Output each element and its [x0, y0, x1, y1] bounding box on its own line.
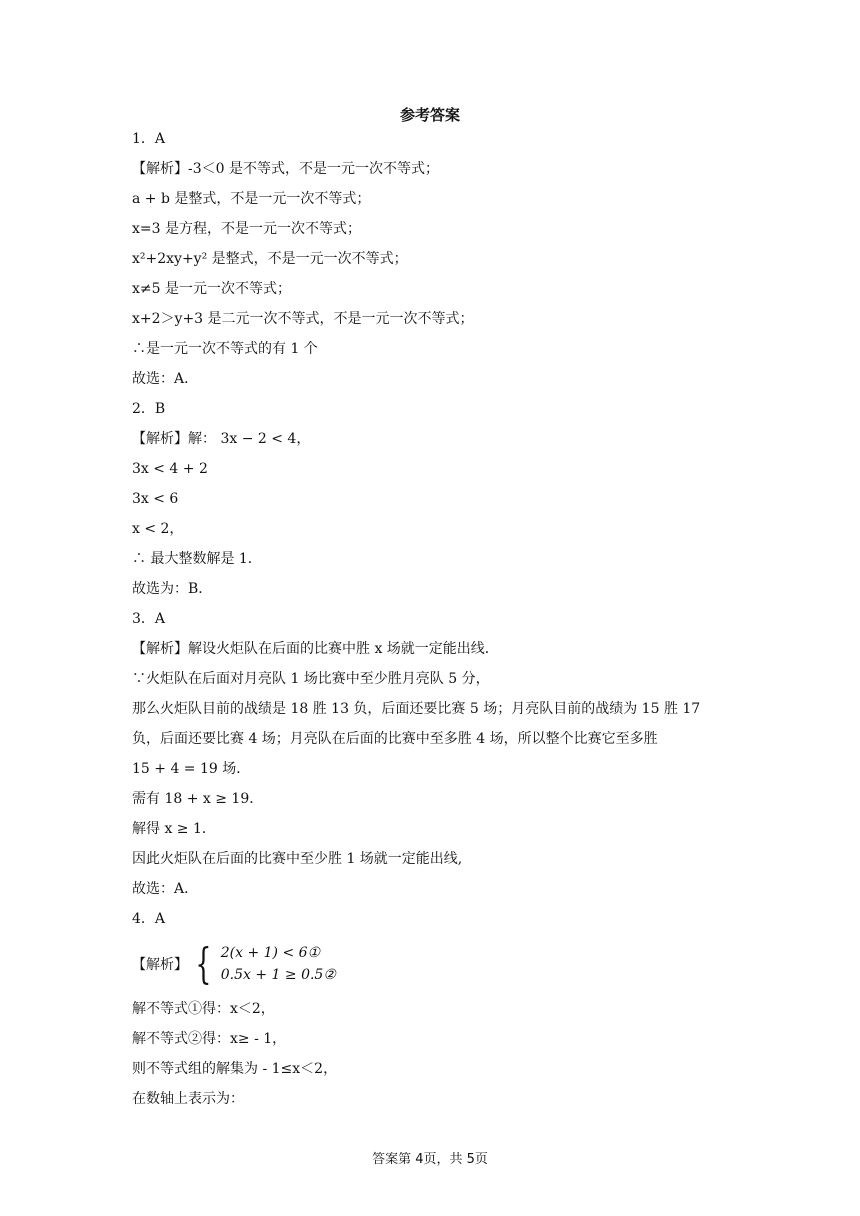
q3-line: 需有 18 + x ≥ 19．	[132, 791, 264, 807]
q3-head: 3．A	[132, 611, 166, 627]
q1-line: 故选：A．	[132, 371, 199, 387]
page-footer: 答案第 4页，共 5页	[372, 1152, 488, 1167]
inequality-1: 2(x + 1) < 6①	[220, 945, 321, 961]
q3-line: 因此火炬队在后面的比赛中至少胜 1 场就一定能出线,	[132, 851, 463, 867]
q4-line: 解不等式①得：x＜2，	[132, 1001, 275, 1017]
q1-line: x≠5 是一元一次不等式；	[132, 281, 291, 297]
q2-line: 3x < 6	[132, 491, 179, 507]
q1-line: x=3 是方程，不是一元一次不等式；	[132, 221, 361, 237]
q4-line: 在数轴上表示为：	[132, 1091, 244, 1107]
q4-head: 4．A	[132, 911, 166, 927]
q3-line: 故选：A．	[132, 881, 199, 897]
q1-head: 1．A	[132, 131, 166, 147]
left-brace-icon: {	[195, 939, 212, 988]
inequality-2: 0.5x + 1 ≥ 0.5②	[220, 967, 336, 983]
q1-line: a + b 是整式，不是一元一次不等式；	[132, 191, 371, 207]
q3-paragraph: 那么火炬队目前的战绩是 18 胜 13 负，后面还要比赛 5 场；月亮队目前的战绩为 15 胜 17 负，后面还要比赛 4 场；月亮队在后面的比赛中至多胜 4 场，所以整个比赛它至多胜	[132, 701, 701, 747]
q3-line: ∵火炬队在后面对月亮队 1 场比赛中至少胜月亮队 5 分，	[132, 671, 490, 687]
q2-head: 2．B	[132, 401, 166, 417]
inequality-system	[132, 936, 732, 992]
q4-line: 则不等式组的解集为 - 1≤x＜2，	[132, 1061, 338, 1077]
q2-line: 3x < 4 + 2	[132, 461, 208, 477]
equation-stack	[221, 942, 336, 986]
q1-line: x+2＞y+3 是二元一次不等式，不是一元一次不等式；	[132, 311, 474, 327]
q4-line: 解不等式②得：x≥ - 1，	[132, 1031, 287, 1047]
page-title: 参考答案	[399, 106, 460, 124]
answer-content	[132, 124, 732, 1114]
q3-line: 15 + 4 = 19 场．	[132, 761, 251, 777]
q2-line: 【解析】解： 3x − 2 < 4，	[132, 431, 311, 447]
q1-line: 【解析】-3＜0 是不等式，不是一元一次不等式；	[132, 161, 439, 177]
q3-line: 解得 x ≥ 1．	[132, 821, 216, 837]
q2-line: 故选为：B．	[132, 581, 213, 597]
q4-label: 【解析】	[132, 957, 188, 973]
q1-line: ∴是一元一次不等式的有 1 个	[132, 341, 318, 357]
q3-line: 【解析】解设火炬队在后面的比赛中胜 x 场就一定能出线．	[132, 641, 499, 657]
q2-line: x < 2，	[132, 521, 184, 537]
q1-line: x²+2xy+y² 是整式，不是一元一次不等式；	[132, 251, 408, 267]
q2-line: ∴ 最大整数解是 1．	[132, 551, 262, 567]
